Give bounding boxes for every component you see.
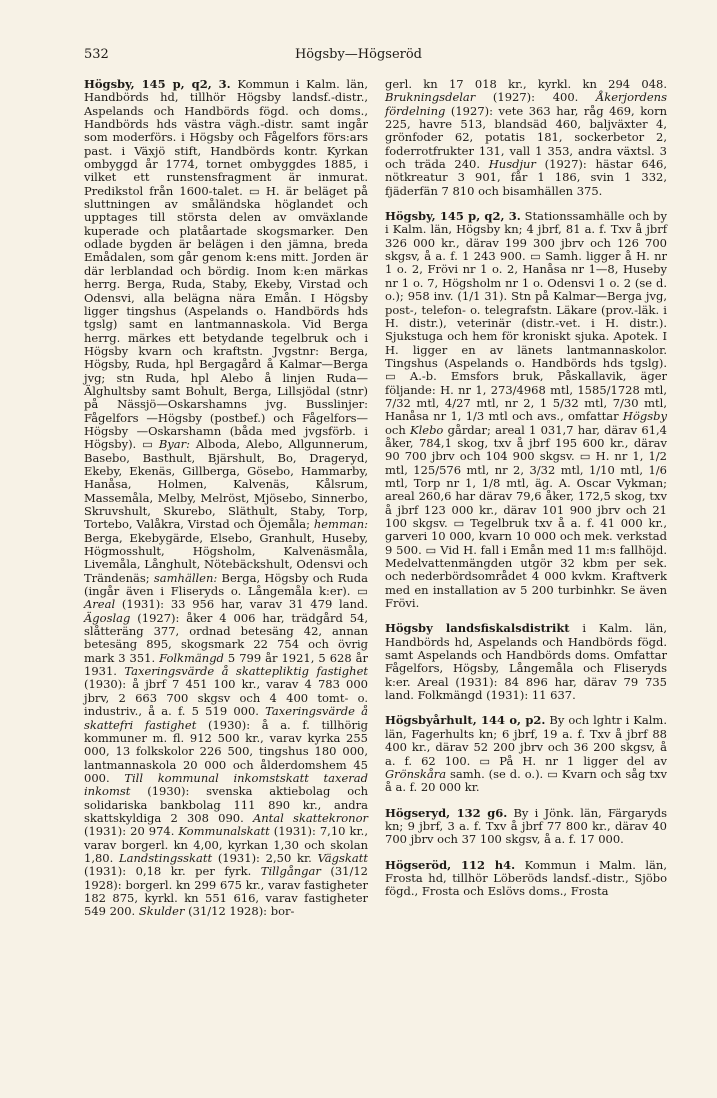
entry-text: Alboda, Alebo, Allgunnerum, Basebo, Basthult, Bjärshult, Bo, Drageryd, Ekeby, Ekenäs, Gillberga, Gösebo, Hammarby, Hanåsa, Holmen, Kalvenäs, Kålsrum, Massemåla, Melby, Melröst, Mjösebo, Sinnerbo, Skruvshult, Skurebo, Släthult, Staby, Torp, Tortebo, Valåkra, Virstad och Öjemåla; (84, 437, 368, 532)
subhead: Taxeringsvärde å skattepliktig fastighet (124, 664, 368, 679)
subhead: Åkerjordens fördelning (385, 90, 667, 118)
entry-text: (1930): å jbrf 7 451 100 kr., varav 4 783 000 jbrv, 2 663 700 skgsv och 4 400 tomt- o. industriv., å a. f. 5 519 000. (84, 677, 368, 719)
left-column (84, 78, 368, 931)
entry-text: (1931): 2,50 kr. (212, 850, 318, 865)
entry-text: (1927): åker 4 006 har, trädgård 54, slåtteräng 377, ordnad betesäng 42, annan betesäng 895, skogsmark 22 754 och övrig mark 3 351. (84, 610, 368, 665)
entry-text: (1931): 20 974. (84, 824, 179, 839)
entry-text: Kommun i Malm. län, Frosta hd, tillhör Löberöds landsf.-distr., Sjöbo fögd., Frosta och Eslövs doms., Frosta (385, 857, 667, 899)
right-column (385, 78, 667, 911)
entry-text: (1931): 0,18 kr. per fyrk. (84, 864, 261, 879)
entry-text: Berga, Ekebygärde, Elsebo, Granhult, Huseby, Högmosshult, Högsholm, Kalvenäsmåla, Livemåla, Långhult, Nötebäckshult, Odensvi och Trändenäs; (84, 530, 368, 585)
entry-text: (1930): svenska aktiebolag och solidariska bankbolag 111 890 kr., andra skattskyldiga 2 308 090. (84, 784, 368, 825)
entry-text: By i Jönk. län, Färgaryds kn; 9 jbrf, 3 a. f. Txv å jbrf 77 800 kr., därav 40 700 jbrv och 37 100 skgsv, å a. f. 17 000. (385, 805, 668, 847)
subhead: Taxeringsvärde å skattefri fastighet (84, 704, 368, 732)
page-number: 532 (84, 47, 109, 62)
subhead: samhällen: (153, 570, 218, 585)
entry-text: (31/12 1928): bor- (184, 904, 295, 919)
headword: Högsbyårhult, 144 o, p2. (385, 713, 546, 728)
entry-text: gerl. kn 17 018 kr., kyrkl. kn 294 048. (385, 77, 667, 91)
entry-hogseryd (385, 807, 667, 847)
entry-text: Stationssamhälle och by i Kalm. län, Högsby kn; 4 jbrf, 81 a. f. Txv å jbrf 326 000 kr., därav 199 300 jbrv och 126 700 skgsv, å a. f. 1 243 900. ▭ Samh. ligger å H. nr 1 o. 2, Frövi nr 1 o. 2, Hanåsa nr 1—8, Huseby nr 1 o. 7, Högsholm nr 1 o. Odensvi 1 o. 2 (se d. o.); 958 inv. (1/1 31). Stn på Kalmar—Berga jvg, post-, telefon- o. telegrafstn. Läkare (prov.-läk. i H. distr.), veterinär (distr.-vet. i H. distr.). Sjukstuga och hem för kroniskt sjuka. Apotek. I H. ligger en av länets lantmannaskolor. Tingshus (Aspelands o. Handbörds hds tgslg). ▭ A.-b. Emsfors bruk, Påskallavik, äger följande: H. nr 1, 273/4968 mtl, 1585/1728 mtl, 7/32 mtl, 4/27 mtl, nr 2, 1 5/32 mtl, 7/30 mtl, Hanåsa nr 1, 1/3 mtl och avs., omfattar (385, 209, 668, 424)
subhead: Landstingsskatt (118, 850, 213, 865)
entry-text: i Kalm. län, Handbörds hd, Aspelands och Handbörds fögd. samt Aspelands och Handbörds doms. Omfattar Fågelfors, Högsby, Långemåla och Fliseryds k:er. Areal (1931): 84 896 har, därav 79 735 land. Folkmängd (1931): 11 637. (385, 621, 667, 703)
headword: Högseröd, 112 h4. (385, 857, 516, 872)
entry-continuation (385, 78, 667, 198)
headword: Högsby landsfiskalsdistrikt (385, 621, 570, 636)
entry-text: och (385, 422, 410, 437)
subhead: Skulder (138, 904, 185, 919)
entry-text: (1930): å a. f. tillhörig kommuner m. fl. 912 500 kr., varav kyrka 255 000, 13 folkskolor 226 500, tingshus 180 000, lantmannaskola 20 000 och ålderdomshem 45 000. (84, 717, 368, 785)
running-head: Högsby—Högseröd (294, 47, 423, 62)
subhead: Areal (84, 597, 116, 612)
entry-text: 5 799 år 1921, 5 628 år 1931. (84, 650, 368, 679)
subhead: Husdjur (488, 157, 536, 172)
entry-hogserod (385, 859, 667, 899)
entry-text: (1931): 33 956 har, varav 31 479 land. (115, 597, 368, 612)
subhead: Antal skattekronor (252, 810, 369, 825)
entry-hogsby-landsfiskalsdistrikt (385, 622, 667, 702)
subhead: Brukningsdelar (385, 90, 476, 105)
headword: Högseryd, 132 g6. (385, 805, 508, 820)
entry-text: (1927): vete 363 har, råg 469, korn 225, havre 513, blandsäd 460, baljväxter 4, grönfoder 62, potatis 181, sockerbetor 2, foderrotfrukter 131, vall 1 353, andra växtsl. 3 och träda 240. (385, 103, 667, 172)
subhead: Till kommunal inkomstskatt taxerad inkomst (84, 770, 369, 799)
subhead: Högsby (622, 409, 667, 424)
entry-text: By och lghtr i Kalm. län, Fagerhults kn; 6 jbrf, 19 a. f. Txv å jbrf 88 400 kr., därav 52 200 jbrv och 36 200 skgsv, å a. f. 62 100. ▭ På H. nr 1 ligger del av (385, 713, 667, 768)
entry-hogsby-stationssamhalle (385, 210, 667, 610)
entry-text: Kommun i Kalm. län, Handbörds hd, tillhör Högsby landsf.-distr., Aspelands och Handbörds fögd. och doms., Handbörds hds västra vägh.-distr. samt ingår som moderförs. i Högsby och Fågelfors förs:ars past. i Växjö stift, Handbörds kontr. Kyrkan ombyggd år 1774, tornet ombyggdes 1885, i vilket ett runstensfragment är inmurat. Predikstol från 1600-talet. ▭ H. är beläget på sluttningen av småländska höglandet och upptages till största delen av omväxlande kuperade och platåartade skogsmarker. Den odlade bygden är belägen i den jämna, breda Emådalen, som går genom k:ens mitt. Jorden är där lerblandad och bördig. Inom k:en märkas herrg. Berga, Ruda, Staby, Ekeby, Virstad och Odensvi, alla belägna nära Emån. I Högsby ligger tingshus (Aspelands o. Handbörds hds tgslg) samt en lantmannaskola. Vid Berga herrg. märkes ett betydande tegelbruk och i Högsby kvarn och kraftstn. Jvgstnr: Berga, Högsby, Ruda, hpl Bergagård å Kalmar—Berga jvg; stn Ruda, hpl Alebo å linjen Ruda—Älghultsby samt Bohult, Berga, Lillsjödal (stnr) på Nässjö—Oskarshamns jvg. Busslinjer: Fågelfors —Högsby (postbef.) och Fågelfors—Högsby —Oskarshamn (båda med jvgsförb. i Högsby). ▭ (84, 77, 368, 452)
subhead: Kommunalskatt (178, 824, 270, 839)
subhead: Grönskåra (385, 766, 447, 781)
subhead: hemman: (313, 517, 368, 532)
headword: Högsby, 145 p, q2, 3. (84, 77, 231, 91)
entry-text: samh. (se d. o.). ▭ Kvarn och såg txv å a. f. 20 000 kr. (385, 766, 667, 795)
entry-text: Berga, Högsby och Ruda (ingår även i Fliseryds o. Långemåla k:er). ▭ (84, 570, 368, 599)
subhead: Tillgångar (260, 864, 321, 879)
headword: Högsby, 145 p, q2, 3. (385, 209, 521, 224)
subhead: Folkmängd (159, 650, 224, 665)
entry-text: (1931): 7,10 kr., varav borgerl. kn 4,00, kyrkan 1,30 och skolan 1,80. (84, 824, 368, 865)
subhead: Byar: (158, 437, 190, 452)
entry-text: (31/12 1928): borgerl. kn 299 675 kr., varav fastigheter 182 875, kyrkl. kn 551 616, varav fastigheter 549 200. (84, 864, 368, 919)
entry-text: (1927): 400. (475, 90, 596, 105)
subhead: Ägoslag (84, 610, 131, 625)
subhead: Vägskatt (317, 850, 368, 865)
entry-hogsbyarhult (385, 714, 667, 794)
entry-hogsby-kommun (84, 78, 368, 919)
entry-text: (1927): hästar 646, nötkreatur 3 901, får 1 186, svin 1 332, fjäderfän 7 810 och bisamhällen 375. (385, 157, 667, 198)
subhead: Klebo (410, 422, 444, 437)
entry-text: gårdar; areal 1 031,7 har, därav 61,4 åker, 784,1 skog, txv å jbrf 195 600 kr., därav 90 700 jbrv och 104 900 skgsv. ▭ H. nr 1, 1/2 mtl, 125/576 mtl, nr 2, 3/32 mtl, 1/10 mtl, 1/6 mtl, Torp nr 1, 1/8 mtl, äg. A. Oscar Vykman; areal 260,6 har därav 79,6 åker, 172,5 skog, txv å jbrf 123 000 kr., därav 101 900 jbrv och 21 100 skgsv. ▭ Tegelbruk txv å a. f. 41 000 kr., garveri 10 000, kvarn 10 000 och mek. verkstad 9 500. ▭ Vid H. fall i Emån med 11 m:s fallhöjd. Medelvattenmängden utgör 32 kbm per sek. och nederbördsområdet 4 000 kvkm. Kraftverk med en installation av 5 200 turbinhkr. Se även Frövi. (385, 422, 667, 611)
